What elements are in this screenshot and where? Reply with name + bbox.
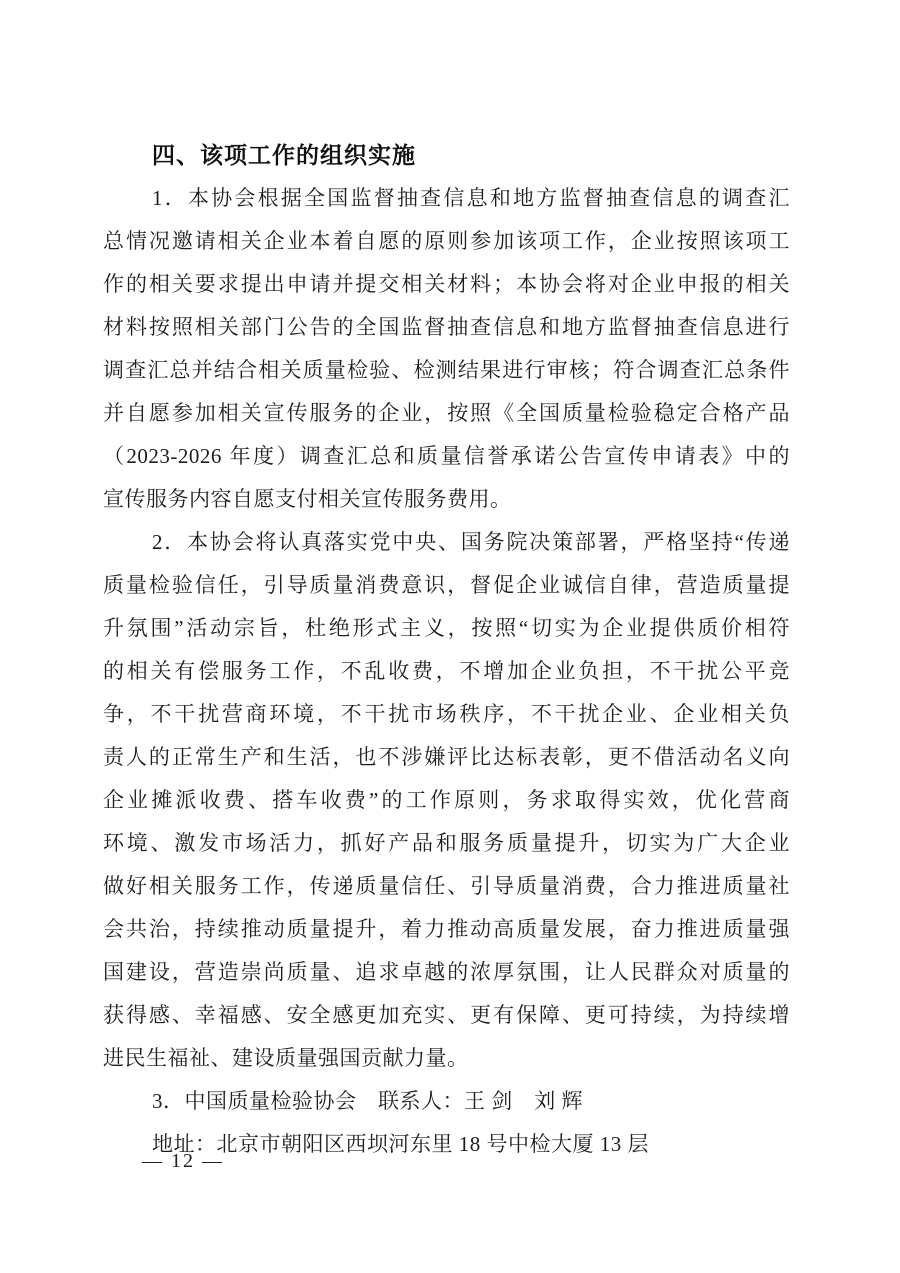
paragraph-line: 质量检验信任，引导质量消费意识，督促企业诚信自律，营造质量提 [103,573,790,597]
paragraph-line: 责人的正常生产和生活，也不涉嫌评比达标表彰，更不借活动名义向 [103,745,790,769]
paragraph [103,177,790,521]
paragraph-line: 国建设，营造崇尚质量、追求卓越的浓厚氛围，让人民群众对质量的 [103,960,790,984]
address-line: 地址：北京市朝阳区西坝河东里 18 号中检大厦 13 层 [152,1132,649,1156]
paragraph-line: 宣传服务内容自愿支付相关宣传服务费用。 [103,487,512,511]
paragraph-line: 并自愿参加相关宣传服务的企业，按照《全国质量检验稳定合格产品 [103,401,790,425]
paragraph-line: 调查汇总并结合相关质量检验、检测结果进行审核；符合调查汇总条件 [103,358,790,382]
contact-line: 3．中国质量检验协会 联系人：王 剑 刘 辉 [152,1089,583,1113]
document-body [103,134,790,1166]
paragraph-line: 企业摊派收费、搭车收费”的工作原则，务求取得实效，优化营商 [103,788,790,812]
paragraphs [103,177,790,1080]
paragraph [103,521,790,1080]
paragraph-line: 2．本协会将认真落实党中央、国务院决策部署，严格坚持“传递 [152,530,790,554]
page-number: — 12 — [142,1150,224,1172]
paragraph-line: 环境、激发市场活力，抓好产品和服务质量提升，切实为广大企业 [103,831,790,855]
paragraph-line: 做好相关服务工作，传递质量信任、引导质量消费，合力推进质量社 [103,874,790,898]
paragraph-line: 会共治，持续推动质量提升，着力推动高质量发展，奋力推进质量强 [103,917,790,941]
paragraph-line: 争，不干扰营商环境，不干扰市场秩序，不干扰企业、企业相关负 [103,702,790,726]
paragraph-line: 获得感、幸福感、安全感更加充实、更有保障、更可持续，为持续增 [103,1003,790,1027]
paragraph-line: 升氛围”活动宗旨，杜绝形式主义，按照“切实为企业提供质价相符 [103,616,790,640]
paragraph-line: 的相关有偿服务工作，不乱收费，不增加企业负担，不干扰公平竞 [103,659,790,683]
section-heading: 四、该项工作的组织实施 [152,142,416,168]
paragraph-line: 材料按照相关部门公告的全国监督抽查信息和地方监督抽查信息进行 [103,315,790,339]
paragraph-line: 作的相关要求提出申请并提交相关材料；本协会将对企业申报的相关 [103,272,790,296]
paragraph-line: 总情况邀请相关企业本着自愿的原则参加该项工作，企业按照该项工 [103,229,790,253]
paragraph-line: （2023-2026 年度）调查汇总和质量信誉承诺公告宣传申请表》中的 [103,444,790,468]
paragraph-line: 1．本协会根据全国监督抽查信息和地方监督抽查信息的调查汇 [152,186,790,210]
paragraph-line: 进民生福祉、建设质量强国贡献力量。 [103,1046,469,1070]
